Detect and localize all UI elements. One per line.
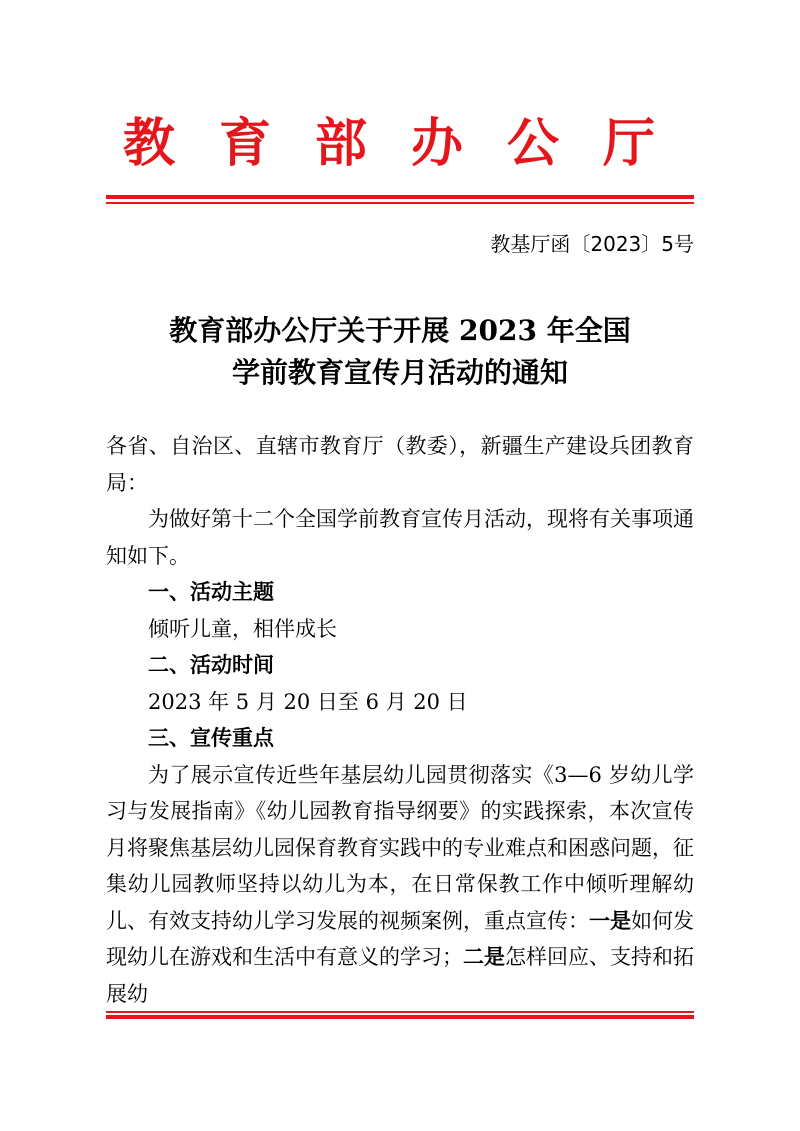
red-divider-bottom-thin (106, 1011, 694, 1013)
section-2-heading: 二、活动时间 (148, 653, 274, 677)
issuing-organization-header: 教育部办公厅 (122, 113, 699, 174)
section-3-text-a: 为了展示宣传近些年基层幼儿园贯彻落实《3—6 岁幼儿学习与发展指南》《幼儿园教育指导纲要》的实践探索，本次宣传月将聚焦基层幼儿园保育教育实践中的专业难点和困惑问题，征集幼儿园教师坚持以幼儿为本，在日常保教工作中倾听理解幼儿、有效支持幼儿学习发展的视频案例，重点宣传： (106, 762, 694, 933)
section-2-text: 2023 年 5 月 20 日至 6 月 20 日 (148, 689, 468, 714)
section-1-text: 倾听儿童，相伴成长 (148, 616, 337, 641)
section-3-emphasis-1: 一是 (589, 908, 631, 933)
section-3-text-b: 如何发现幼儿在游戏和生活中有意义的学习； (106, 908, 694, 969)
red-divider-top-thick (106, 195, 694, 199)
document-number: 教基厅函〔2023〕5号 (490, 232, 694, 256)
section-3-text-c: 怎样回应、支持和拓展幼 (106, 945, 694, 1006)
section-3-paragraph (106, 757, 694, 1013)
document-title (0, 310, 800, 394)
document-title-line-1: 教育部办公厅关于开展 2023 年全国 (169, 314, 631, 347)
red-divider-top-thin (106, 202, 694, 204)
section-3-emphasis-2: 二是 (463, 945, 505, 969)
section-3-heading: 三、宣传重点 (148, 726, 274, 750)
red-divider-bottom-thick (106, 1015, 694, 1019)
document-title-line-2: 学前教育宣传月活动的通知 (231, 356, 568, 389)
intro-paragraph: 为做好第十二个全国学前教育宣传月活动，现将有关事项通知如下。 (106, 507, 694, 568)
salutation: 各省、自治区、直辖市教育厅（教委），新疆生产建设兵团教育局： (106, 434, 694, 495)
section-1-heading: 一、活动主题 (148, 580, 274, 604)
document-body (106, 428, 694, 1012)
